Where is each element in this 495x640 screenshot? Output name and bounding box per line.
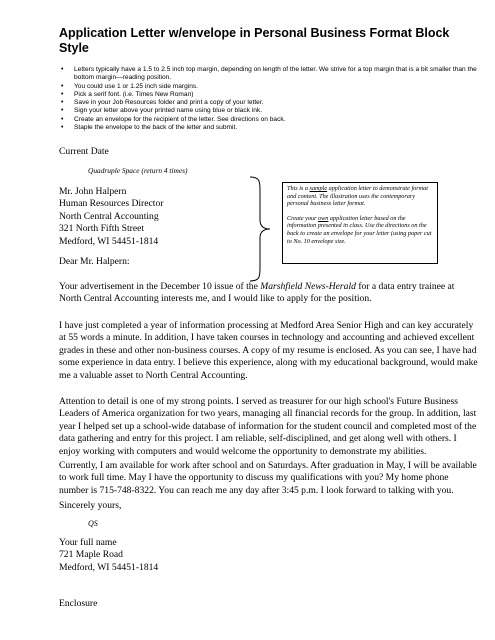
instruction-item: • Create an envelope for the recipient of the letter. See directions on back. (60, 116, 480, 124)
instruction-item: • You could use 1 or 1.25 inch side margins. (60, 83, 480, 91)
address-line: 321 North Fifth Street (59, 223, 145, 235)
instruction-list (60, 66, 480, 132)
body-paragraph: I have just completed a year of information processing at Medford Area Senior High and can key accurately at 55 words a minute. In addition, I have taken courses in technology and accounting and achieved excellent grades in these and other non-business courses. A copy of my resume is enclosed. As you can see, I have had some experience in data entry. I believe this experience, along with my educational background, would make me a valuable asset to North Central Accounting. (59, 320, 478, 381)
closing: Sincerely yours, (59, 500, 122, 511)
body-paragraph: Attention to detail is one of my strong points. I served as treasurer for our high school's Future Business Leaders of America organization for two years, managing all financial records for the group. In addition, last year I helped set up a school-wide database of information for the student council and completed most of the data gathering and entry for this project. I am reliable, self-disciplined, and get along well with others. I enjoy working with computers and would welcome the opportunity to demonstrate my abilities. (59, 396, 477, 457)
inside-address (59, 186, 163, 248)
address-line: Medford, WI 54451-1814 (59, 561, 159, 573)
sender-address (59, 537, 158, 574)
address-line: 721 Maple Road (59, 549, 123, 561)
instruction-item: • Pick a serif font. (i.e. Times New Roman) (60, 91, 480, 99)
body-paragraph: Your advertisement in the December 10 issue of the Marshfield News-Herald for a data entry trainee at North Central Accounting interests me, and I would like to apply for the position. (59, 281, 455, 305)
spacing-note: Quadruple Space (return 4 times) (88, 166, 188, 175)
curly-brace-icon (248, 176, 274, 282)
address-line: Human Resources Director (59, 198, 164, 210)
callout-paragraph: This is a sample application letter to demonstrate format and content. The illustration uses the contemporary personal business letter format. (287, 185, 428, 208)
callout-paragraph: Create your own application letter based on the information presented in class. Use the directions on the back to create an envelope for your letter (using paper cut to No. 10 envelope size. (287, 214, 432, 245)
body-paragraph: Currently, I am available for work after school and on Saturdays. After graduation in May, I will be available to work full time. May I have the opportunity to discuss my qualifications with you? My home phone number is 715-748-8322. You can reach me any day after 3:45 p.m. I look forward to talking with you. (59, 460, 477, 496)
sample-note-box (282, 182, 438, 264)
enclosure-notation: Enclosure (59, 598, 98, 609)
salutation: Dear Mr. Halpern: (59, 256, 130, 267)
address-line: Medford, WI 54451-1814 (59, 235, 159, 247)
address-line: North Central Accounting (59, 210, 159, 222)
address-line: Your full name (59, 537, 117, 548)
instruction-item: • Staple the envelope to the back of the letter and submit. (60, 124, 480, 132)
qs-note: QS (88, 519, 98, 528)
instruction-item: • Sign your letter above your printed name using blue or black ink. (60, 107, 480, 115)
address-line: Mr. John Halpern (59, 186, 127, 197)
instruction-item: • Letters typically have a 1.5 to 2.5 inch top margin, depending on length of the letter. We strive for a top margin that is a bit smaller than the bottom margin—reading position. (60, 66, 480, 83)
current-date: Current Date (59, 146, 109, 157)
instruction-item: • Save in your Job Resources folder and print a copy of your letter. (60, 99, 480, 107)
page-title: Application Letter w/envelope in Personal Business Format Block Style (59, 26, 450, 55)
